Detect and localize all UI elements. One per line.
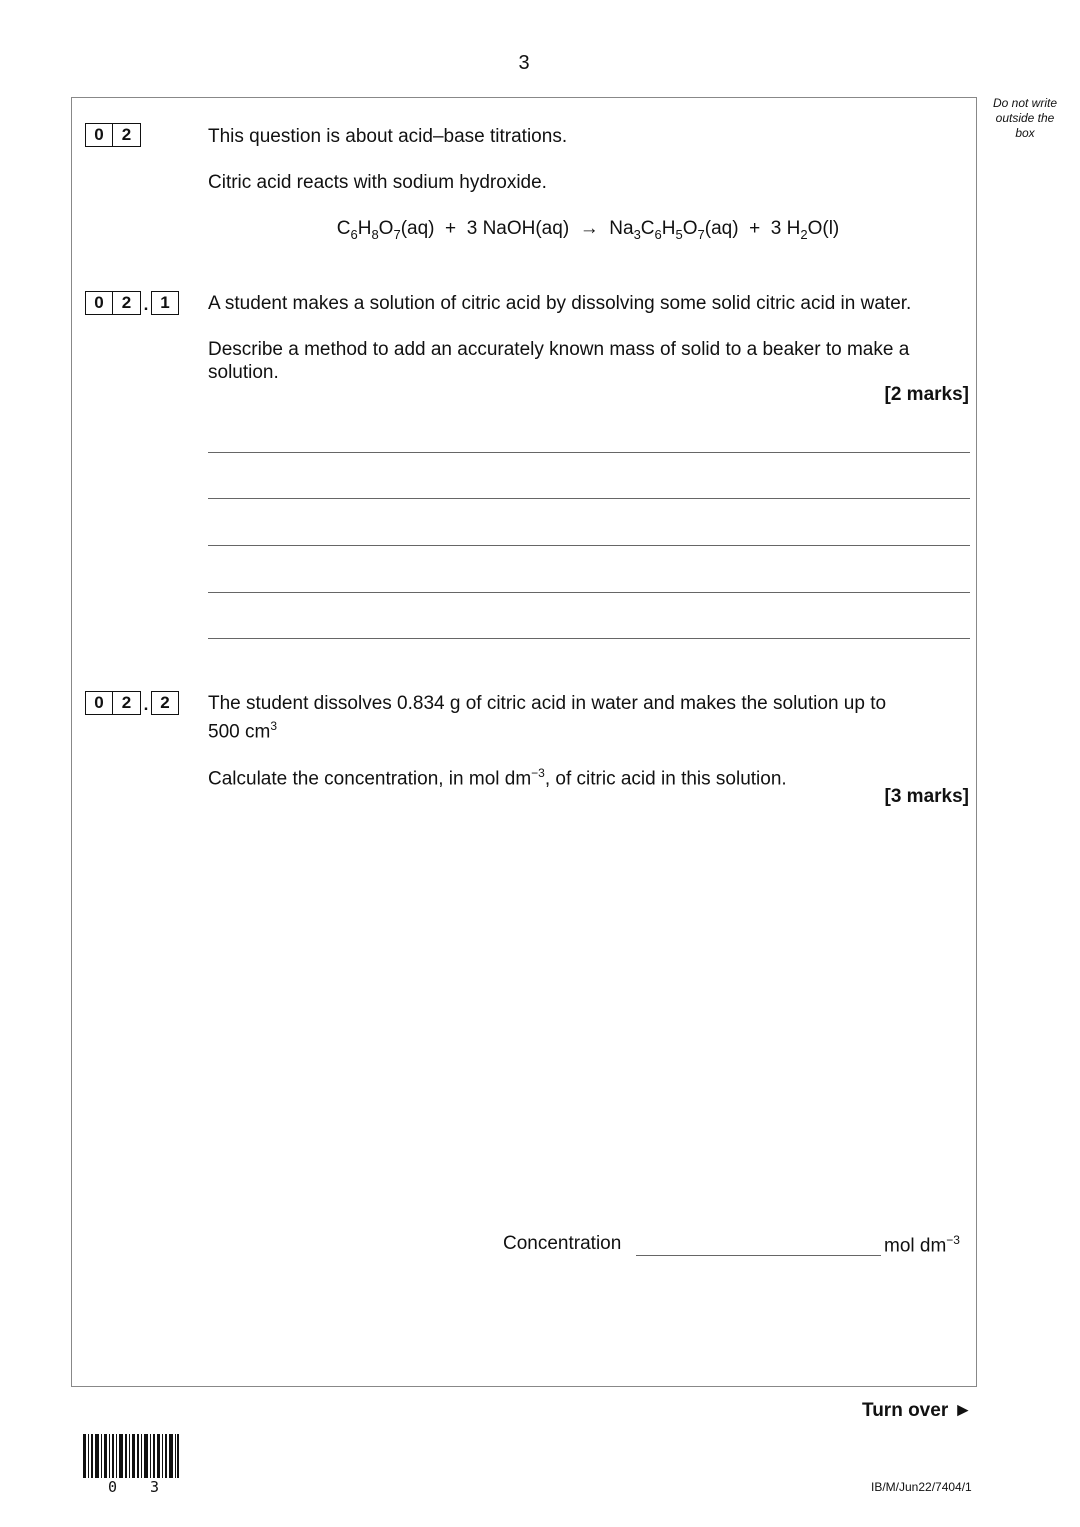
turn-over-label: Turn over ►: [862, 1400, 973, 1421]
question-number-02-1: 0 2 . 1: [85, 289, 179, 317]
marks-022: [3 marks]: [884, 786, 969, 807]
marks-021: [2 marks]: [884, 384, 969, 405]
concentration-answer-line[interactable]: [636, 1255, 881, 1256]
answer-line-4[interactable]: [208, 592, 970, 593]
question-022-instruction: Calculate the concentration, in mol $dm^{-3}$, of citric acid in this solution.: [208, 766, 787, 790]
plus-sign: +: [749, 218, 761, 239]
margin-note: Do not write outside the box: [992, 96, 1058, 140]
reactant-citric-acid: $C_6H_8O_7(aq)$: [336, 218, 435, 242]
reaction-statement: Citric acid reacts with sodium hydroxide.: [208, 172, 547, 193]
product-sodium-citrate: $Na_3C_6H_5O_7(aq)$: [609, 218, 739, 242]
chemical-equation: [208, 218, 968, 242]
question-number-02: 0 2: [85, 123, 141, 147]
arrow: →: [579, 218, 599, 239]
product-water: 3 $H_2O(l)$: [770, 218, 840, 242]
answer-line-1[interactable]: [208, 452, 970, 453]
question-021-instruction: Describe a method to add an accurately known mass of solid to a beaker to make a solution.: [208, 339, 910, 383]
plus-sign: +: [445, 218, 457, 239]
concentration-label: Concentration: [503, 1233, 622, 1254]
answer-line-5[interactable]: [208, 638, 970, 639]
answer-line-3[interactable]: [208, 545, 970, 546]
question-022-text: The student dissolves 0.834 g of citric acid in water and makes the solution up to 500 $cm^3$: [208, 693, 887, 743]
concentration-unit: mol $dm^{-3}$: [884, 1233, 960, 1257]
barcode-number: 0 3: [108, 1478, 172, 1496]
question-intro: This question is about acid–base titrations.: [208, 126, 568, 147]
answer-line-2[interactable]: [208, 498, 970, 499]
reactant-naoh: 3 NaOH(aq): [466, 218, 570, 239]
paper-reference: IB/M/Jun22/7404/1: [871, 1480, 972, 1494]
question-021-text: A student makes a solution of citric acid by dissolving some solid citric acid in water.: [208, 293, 912, 314]
page-number: 3: [518, 52, 530, 74]
question-number-02-2: 0 2 . 2: [85, 689, 179, 717]
barcode-image: [83, 1434, 179, 1478]
